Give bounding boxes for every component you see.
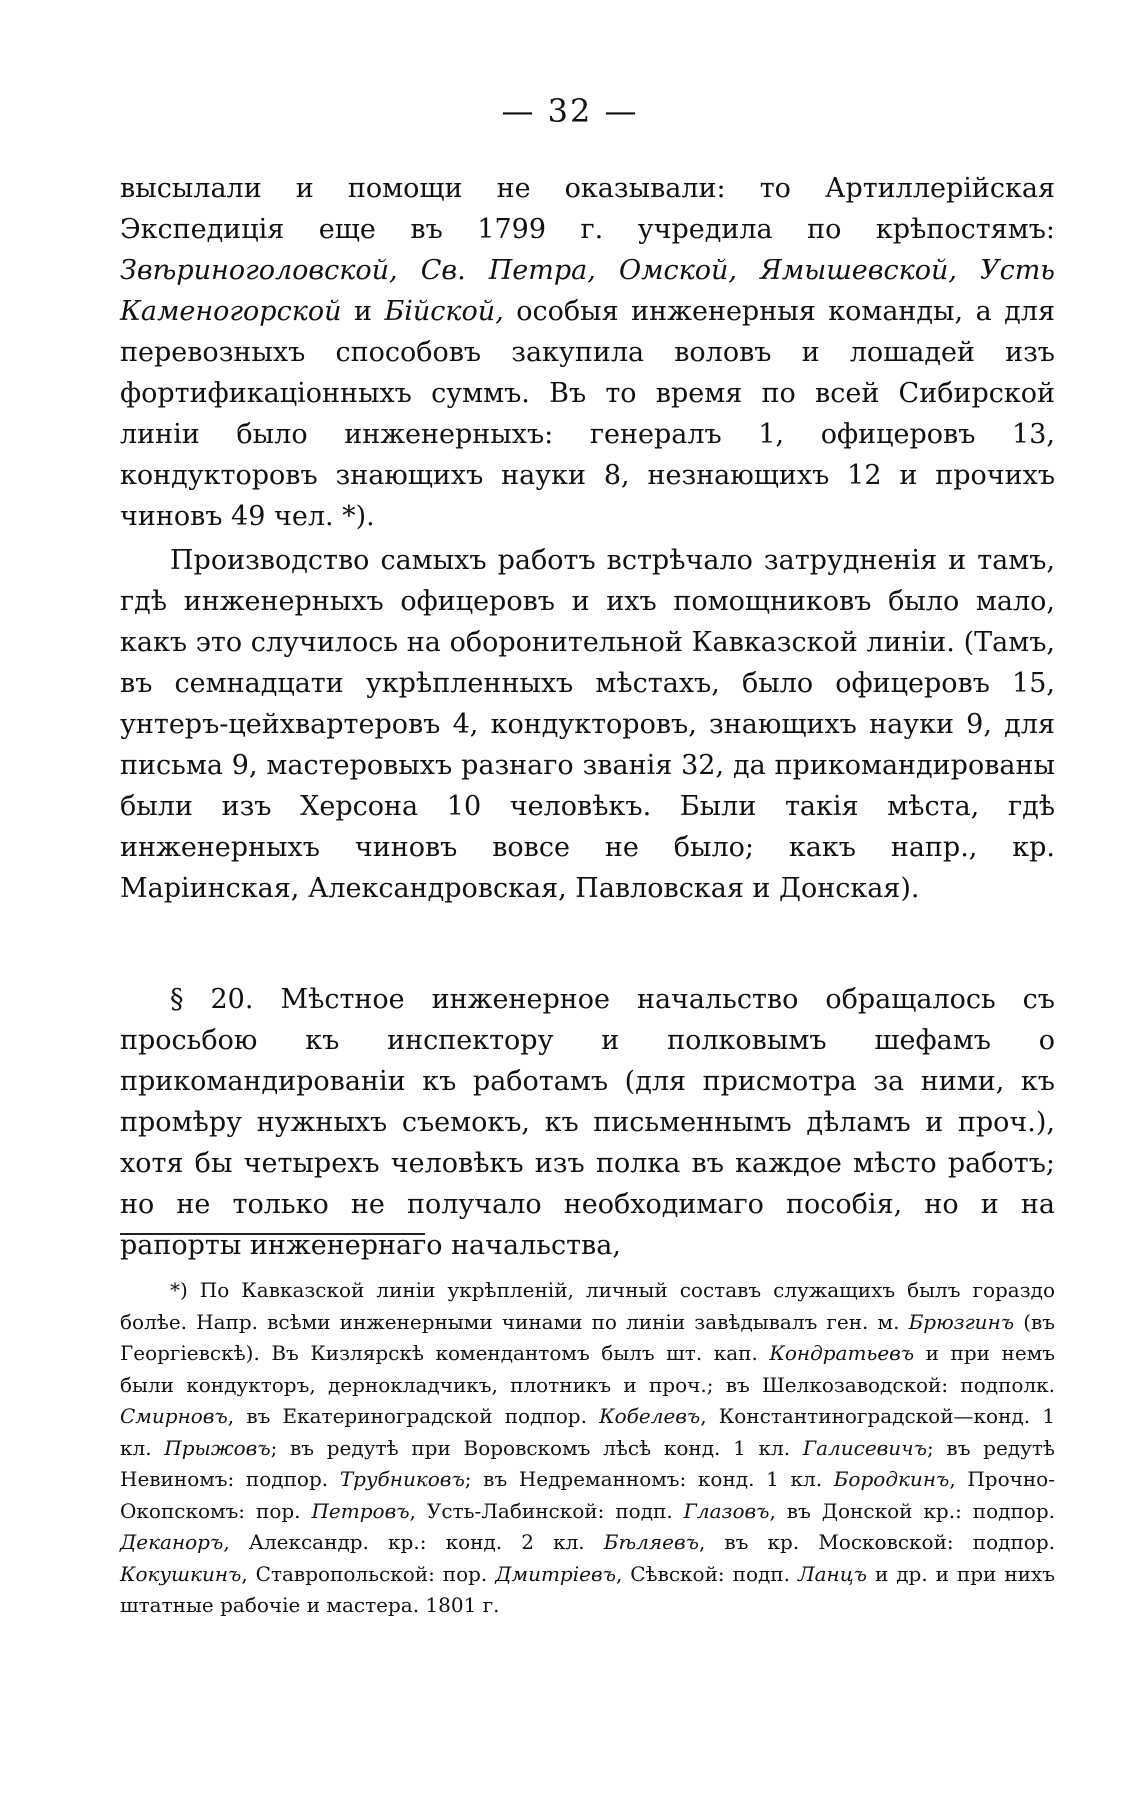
fn-name: Кокушкинъ [120,1561,242,1586]
fn-text: ; въ Недреманномъ: конд. 1 кл. [464,1467,834,1491]
fn-text: , Прочно-Окопскомъ: пор. [120,1467,1055,1523]
paragraph-2: Производство самыхъ работъ встрѣчало затрудненія и тамъ, гдѣ инженерныхъ офицеровъ и ихъ помощниковъ было мало, какъ это случилось на оборонительной Кавказской линіи. (Тамъ, въ семнадцати укрѣпленныхъ мѣстахъ, было офицеровъ 15, унтеръ-цейхвартеровъ 4, кондукторовъ, знающихъ науки 9, для письма 9, мастеровыхъ разнаго званія 32, да прикомандированы были изъ Херсона 10 человѣкъ. Были такія мѣста, гдѣ инженерныхъ чиновъ вовсе не было; какъ напр., кр. Маріинская, Александровская, Павловская и Донская). [120,545,1055,904]
fn-text: *) По Кавказской линіи укрѣпленій, личный составъ служащихъ былъ гораздо болѣе. Напр. всѣми инженерными чинами по линіи завѣдывалъ ген. м. [120,1278,1055,1334]
fn-name: Глазовъ [683,1498,770,1523]
fn-text: (въ Георгіевскѣ). Въ Кизлярскѣ комендантомъ былъ шт. кап. [120,1309,1055,1365]
fn-text: , въ Екатериноградской подпор. [227,1404,600,1428]
fn-name: Смирновъ [120,1404,228,1428]
fn-text: , Ставропольской: пор. [241,1561,496,1586]
fn-name: Галисевичъ [802,1435,927,1460]
footnote [120,1275,1055,1622]
fortress-name: Бійской, [384,296,504,327]
fn-text: ; въ редутѣ при Воровскомъ лѣсѣ конд. 1 кл. [270,1435,803,1460]
fn-name: Прыжовъ [164,1435,271,1460]
paragraph-section-20: § 20. Мѣстное инженерное начальство обращалось съ просьбою къ инспектору и полковымъ шефамъ о прикомандированіи къ работамъ (для присмотра за ними, къ промѣру нужныхъ съемокъ, къ письменнымъ дѣламъ и проч.), хотя бы четырехъ человѣкъ изъ полка въ каждое мѣсто работъ; но не только не получало необходимаго пособія, но и на рапорты инженернаго начальства, [120,984,1055,1261]
fn-text: , Александр. кр.: конд. 2 кл. [223,1530,604,1554]
fn-name: Деканоръ [120,1530,224,1554]
page-number: — 32 — [501,92,639,130]
fn-name: Ланцъ [797,1561,868,1586]
fn-text: , Константиноградской—конд. 1 кл. [120,1404,1055,1460]
fn-text: , въ Донской кр.: подпор. [769,1498,1055,1523]
footnote-divider [120,1233,425,1235]
fn-name: Кобелевъ [599,1404,701,1428]
fn-name: Трубниковъ [339,1467,465,1491]
fn-text: , Сѣвской: подп. [615,1561,798,1586]
fn-name: Кондратьевъ [769,1341,915,1365]
text-run: высылали и помощи не оказывали: то Артиллерійская Экспедиція еще въ 1799 г. учредила по крѣпостямъ: [120,173,1055,245]
fn-text: и др. и при нихъ штатные рабочіе и мастера. 1801 г. [120,1561,1055,1617]
fn-text: и при немъ были кондукторъ, дернокладчикъ, плотникъ и проч.; въ Шелкозаводской: подполк. [120,1341,1056,1397]
fn-text: ; въ редутѣ Невиномъ: подпор. [120,1435,1055,1491]
fn-name: Бѣляевъ [603,1530,699,1554]
fn-name: Дмитріевъ [495,1561,616,1586]
fn-text: , Усть-Лабинской: подп. [409,1498,684,1523]
text-run: особыя инженерныя команды, а для перевозныхъ способовъ закупила воловъ и лошадей изъ фортификаціонныхъ суммъ. Въ то время по всей Сибирской линіи было инженерныхъ: генералъ 1, офицеровъ 13, кондукторовъ знающихъ науки 8, незнающихъ 12 и прочихъ чиновъ 49 чел. *). [120,296,1055,532]
fn-name: Бородкинъ [833,1467,950,1491]
main-text [120,168,1055,1266]
fn-name: Петровъ [311,1498,410,1523]
text-run: и [341,296,385,327]
fn-name: Брюзгинъ [908,1309,1015,1334]
fortress-names: Звѣриноголовской, Св. Петра, Омской, Ямышевской, Усть Каменогорской [120,255,1055,327]
paragraph-1 [120,168,1055,537]
fn-text: , въ кр. Московской: подпор. [698,1530,1055,1554]
